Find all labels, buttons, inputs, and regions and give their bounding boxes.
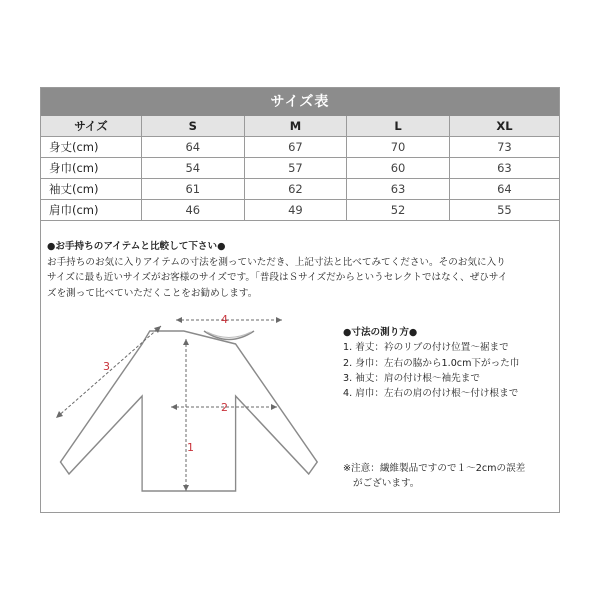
list-item: 2. 身巾：左右の脇から1.0cm下がった巾 <box>343 357 520 369</box>
table-row <box>41 200 559 221</box>
shirt-outline <box>61 331 318 491</box>
table-cell: 52 <box>347 200 450 221</box>
measure-number-4: 4 <box>221 313 228 326</box>
table-cell: 57 <box>244 158 347 179</box>
steps-heading: ●寸法の測り方● <box>343 327 418 338</box>
list-item: 3. 袖丈：肩の付け根〜袖先まで <box>343 372 480 384</box>
measure-number-2: 2 <box>221 401 228 414</box>
header-cell-xl: XL <box>449 116 559 137</box>
table-cell: 55 <box>449 200 559 221</box>
table-cell: 49 <box>244 200 347 221</box>
table-cell: 64 <box>142 137 245 158</box>
table-cell: 70 <box>347 137 450 158</box>
table-cell: 60 <box>347 158 450 179</box>
caution-line: ※注意：繊維製品ですので１〜2cmの誤差 <box>343 463 526 474</box>
table-cell: 62 <box>244 179 347 200</box>
table-cell: 46 <box>142 200 245 221</box>
table-cell: 64 <box>449 179 559 200</box>
notes-heading: ●お手持ちのアイテムと比較して下さい● <box>47 241 226 252</box>
table-row <box>41 158 559 179</box>
table-cell: 63 <box>449 158 559 179</box>
size-chart-title: サイズ表 <box>41 88 559 116</box>
table-cell: 54 <box>142 158 245 179</box>
comparison-notes <box>47 239 557 301</box>
shirt-measurement-diagram <box>41 306 341 506</box>
measure-number-1: 1 <box>187 441 194 454</box>
list-item: 4. 肩巾：左右の肩の付け根〜付け根まで <box>343 388 519 400</box>
row-label: 肩巾(cm) <box>41 200 142 221</box>
header-cell-l: L <box>347 116 450 137</box>
notes-line: サイズに最も近いサイズがお客様のサイズです。「普段はＳサイズだからというセレクトではなく、ぜひサイ <box>47 272 508 283</box>
header-cell-s: S <box>142 116 245 137</box>
row-label: 身巾(cm) <box>41 158 142 179</box>
arrow-head-icon <box>276 317 282 323</box>
notes-line: お手持ちのお気に入りアイテムの寸法を測っていただき、上記寸法と比べてみてください。そのお気に入り <box>47 256 506 268</box>
table-cell: 61 <box>142 179 245 200</box>
table-cell: 73 <box>449 137 559 158</box>
arrow-head-icon <box>176 317 182 323</box>
measure-number-3: 3 <box>103 360 110 373</box>
table-row <box>41 179 559 200</box>
header-cell-size: サイズ <box>41 116 142 137</box>
size-table-header-row <box>41 116 559 137</box>
size-chart-panel <box>40 87 560 513</box>
measurement-steps <box>343 325 558 401</box>
row-label: 身丈(cm) <box>41 137 142 158</box>
table-row <box>41 137 559 158</box>
caution-note <box>343 461 558 491</box>
notes-line: ズを測って比べていただくことをお勧めします。 <box>47 287 258 299</box>
caution-line: がございます。 <box>353 478 420 489</box>
size-table <box>41 116 559 221</box>
row-label: 袖丈(cm) <box>41 179 142 200</box>
list-item: 1. 着丈：衿のリブの付け位置〜裾まで <box>343 342 509 354</box>
header-cell-m: M <box>244 116 347 137</box>
table-cell: 67 <box>244 137 347 158</box>
table-cell: 63 <box>347 179 450 200</box>
arrow-head-icon <box>56 411 63 418</box>
